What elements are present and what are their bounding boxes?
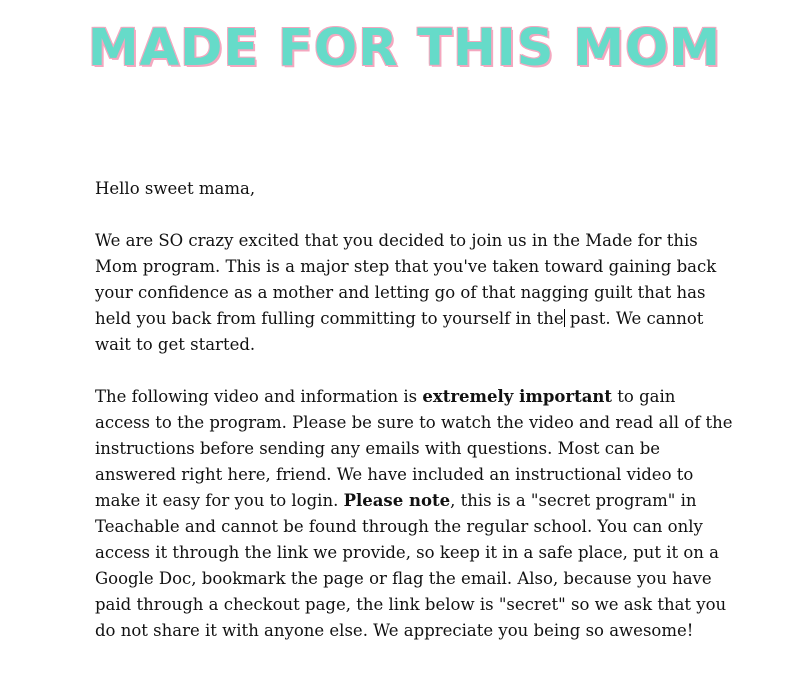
instructions-middle: to gain access to the program. Please be sure to watch the video and read all of the instructions before sending any emails with questions. Most can be answered right here, friend. We have included an instructional video to make it easy for you to login. xyxy=(95,387,733,510)
brand-title: MADE FOR THIS MOM xyxy=(87,19,722,78)
paragraph-instructions[interactable] xyxy=(95,384,735,644)
emphasis-please-note: Please note xyxy=(343,491,451,510)
instructions-rest: , this is a "secret program" in Teachable and cannot be found through the regular school. You can only access it through the link we provide, so keep it in a safe place, put it on a Google Doc, bookmark the page or flag the email. Also, because you have paid through a checkout page, the link below is "secret" so we ask that you do not share it with anyone else. We appreciate you being so awesome! xyxy=(95,491,727,640)
letter-body[interactable] xyxy=(95,176,735,670)
greeting[interactable]: Hello sweet mama, xyxy=(95,179,256,198)
paragraph-welcome-text-end: past. We cannot wait to get started. xyxy=(95,309,704,354)
paragraph-welcome[interactable] xyxy=(95,228,735,358)
emphasis-extremely-important: extremely important xyxy=(422,387,613,406)
paragraph-welcome-text: We are SO crazy excited that you decided to join us in the Made for this Mom program. This is a major step that you've taken toward gaining back your confidence as a mother and letting go of that nagging guilt that has held you back from fulling committing to yourself in the xyxy=(95,231,717,328)
instructions-intro: The following video and information is xyxy=(95,387,423,406)
